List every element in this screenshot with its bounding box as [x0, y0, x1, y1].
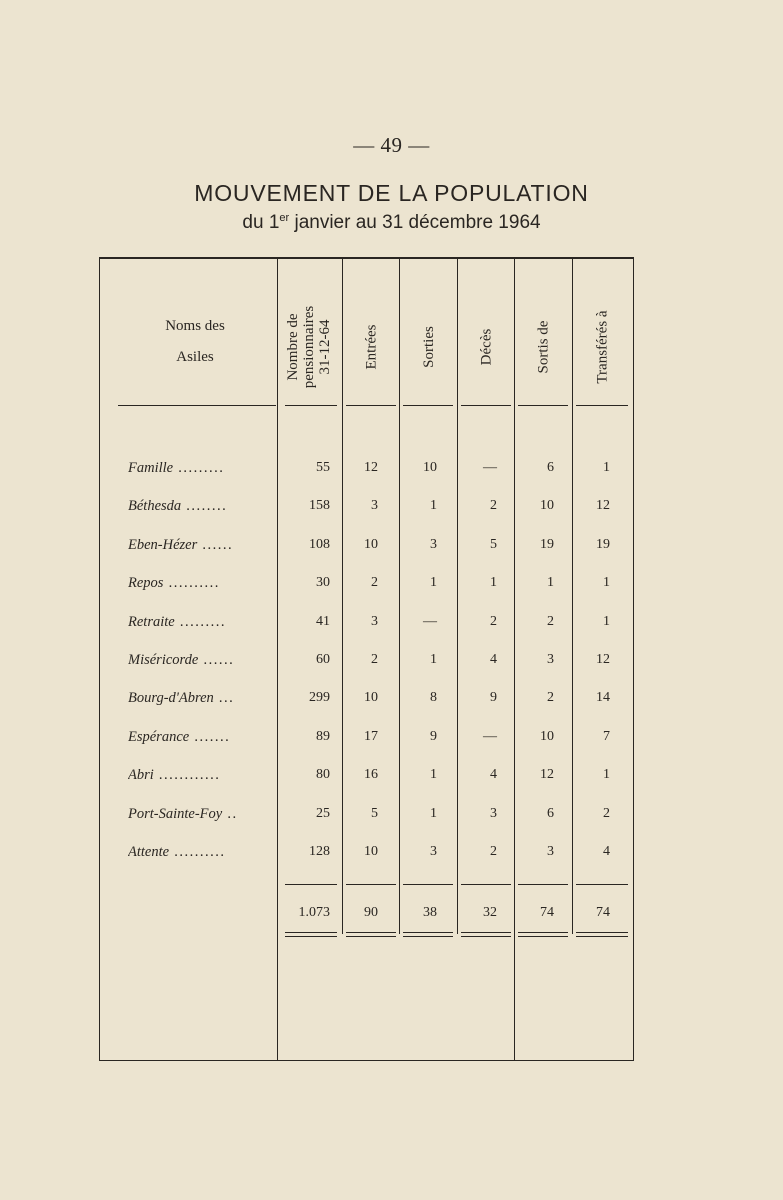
dot-leader: .......... — [163, 575, 220, 592]
table-row — [100, 844, 635, 866]
cell-deces: 9 — [490, 690, 497, 706]
cell-pensionnaires: 108 — [309, 536, 330, 552]
cell-sorties: — — [423, 613, 437, 629]
asile-name-text: Abri — [128, 767, 154, 784]
total-sorties: 38 — [423, 905, 437, 920]
table-row — [100, 767, 635, 789]
cell-transferes: 14 — [596, 690, 610, 706]
population-table — [99, 257, 634, 1061]
dot-leader: ............ — [153, 767, 221, 784]
col-header-label: Sortis de — [535, 320, 552, 373]
cell-transferes: 4 — [603, 844, 610, 859]
column-header-pensionnaires — [282, 279, 337, 414]
asile-name — [128, 498, 276, 515]
cell-sortis-de: 6 — [547, 805, 554, 821]
asile-name-text: Retraite — [128, 613, 175, 630]
names-header-line1: Noms des — [165, 318, 225, 334]
table-row — [100, 460, 635, 482]
total-rule — [403, 884, 453, 885]
column-header-transferes — [574, 279, 632, 414]
cell-entrees: 10 — [364, 536, 378, 552]
cell-sorties: 3 — [430, 536, 437, 552]
subtitle-pre: du 1 — [242, 212, 280, 233]
asile-name-text: Eben-Hézer — [128, 536, 198, 553]
cell-pensionnaires: 89 — [316, 728, 330, 744]
table-row — [100, 806, 635, 828]
table-row — [100, 652, 635, 674]
cell-deces: — — [483, 460, 497, 475]
asile-name-text: Bourg-d'Abren — [128, 690, 214, 707]
asile-name-text: Espérance — [128, 728, 190, 745]
col-header-line2: pensionnaires — [301, 305, 318, 388]
cell-transferes: 12 — [596, 652, 610, 667]
dot-leader: ....... — [189, 728, 231, 745]
col-header-label: Entrées — [363, 324, 380, 369]
asile-name — [128, 729, 276, 746]
cell-sorties: 9 — [430, 728, 437, 744]
asile-name — [128, 575, 276, 592]
cell-entrees: 5 — [371, 805, 378, 821]
cell-transferes: 1 — [603, 767, 610, 783]
cell-deces: 2 — [490, 498, 497, 514]
cell-sortis-de: 3 — [547, 844, 554, 859]
asile-name — [128, 690, 276, 707]
total-rule — [576, 884, 628, 885]
cell-deces: — — [483, 728, 497, 744]
cell-sortis-de: 10 — [540, 498, 554, 514]
names-header-line2: Asiles — [176, 349, 214, 365]
table-row — [100, 575, 635, 597]
table-row — [100, 614, 635, 636]
header-rule — [461, 405, 511, 406]
total-rule — [285, 884, 337, 885]
cell-entrees: 10 — [364, 690, 378, 706]
dot-leader: ........ — [181, 498, 228, 515]
cell-pensionnaires: 55 — [316, 460, 330, 475]
cell-sorties: 1 — [430, 652, 437, 667]
cell-deces: 5 — [490, 536, 497, 552]
totals-row — [100, 905, 635, 927]
asile-name-text: Attente — [128, 844, 170, 860]
header-rule — [346, 405, 396, 406]
cell-entrees: 16 — [364, 767, 378, 783]
cell-sorties: 1 — [430, 498, 437, 514]
header-rule — [403, 405, 453, 406]
cell-pensionnaires: 299 — [309, 690, 330, 706]
cell-sorties: 1 — [430, 805, 437, 821]
total-sortis-de: 74 — [540, 905, 554, 920]
col-header-line1: Nombre de — [285, 312, 302, 381]
cell-sorties: 3 — [430, 844, 437, 859]
cell-sortis-de: 3 — [547, 652, 554, 667]
cell-sortis-de: 2 — [547, 690, 554, 706]
cell-transferes: 1 — [603, 613, 610, 629]
total-transferes: 74 — [596, 905, 610, 920]
table-row — [100, 690, 635, 712]
total-double-rule — [346, 932, 396, 937]
asile-name-text: Famille — [128, 460, 174, 476]
asile-name — [128, 537, 276, 554]
asile-name — [128, 652, 276, 669]
asile-name — [128, 806, 276, 823]
cell-transferes: 2 — [603, 805, 610, 821]
cell-sortis-de: 19 — [540, 536, 554, 552]
subtitle-sup: er — [279, 212, 290, 224]
total-rule — [346, 884, 396, 885]
total-double-rule — [285, 932, 337, 937]
cell-sortis-de: 12 — [540, 767, 554, 783]
cell-transferes: 1 — [603, 575, 610, 591]
dot-leader: ...... — [197, 536, 234, 553]
column-header-sorties — [401, 279, 456, 414]
cell-sortis-de: 6 — [547, 460, 554, 475]
dot-leader: ... — [213, 690, 235, 707]
page-subtitle — [0, 212, 783, 234]
cell-transferes: 19 — [596, 536, 610, 552]
cell-pensionnaires: 80 — [316, 767, 330, 783]
asile-name — [128, 767, 276, 784]
column-header-entrees — [344, 279, 399, 414]
asile-name — [128, 844, 276, 861]
dot-leader: .. — [222, 805, 238, 822]
cell-pensionnaires: 41 — [316, 613, 330, 629]
header-rule — [576, 405, 628, 406]
cell-deces: 1 — [490, 575, 497, 591]
cell-deces: 4 — [490, 652, 497, 667]
asile-name-text: Repos — [128, 575, 164, 592]
column-header-deces — [459, 279, 514, 414]
header-rule — [518, 405, 568, 406]
cell-sorties: 1 — [430, 575, 437, 591]
column-header-sortis-de — [516, 279, 571, 414]
cell-transferes: 7 — [603, 728, 610, 744]
cell-entrees: 2 — [371, 575, 378, 591]
total-entrees: 90 — [364, 905, 378, 920]
cell-sorties: 8 — [430, 690, 437, 706]
dot-leader: ......... — [174, 613, 226, 630]
names-header — [120, 311, 270, 373]
asile-name-text: Béthesda — [128, 498, 182, 515]
page-title: MOUVEMENT DE LA POPULATION — [194, 180, 589, 206]
cell-deces: 2 — [490, 613, 497, 629]
dot-leader: .......... — [169, 844, 226, 860]
cell-pensionnaires: 30 — [316, 575, 330, 591]
col-header-line3: 31-12-64 — [317, 319, 334, 375]
dot-leader: ......... — [173, 460, 225, 476]
total-deces: 32 — [483, 905, 497, 920]
cell-deces: 3 — [490, 805, 497, 821]
cell-entrees: 3 — [371, 613, 378, 629]
asile-name — [128, 460, 276, 477]
asile-name-text: Port-Sainte-Foy — [128, 805, 223, 822]
cell-entrees: 17 — [364, 728, 378, 744]
cell-sortis-de: 10 — [540, 728, 554, 744]
cell-entrees: 10 — [364, 844, 378, 859]
asile-name — [128, 614, 276, 631]
cell-entrees: 12 — [364, 460, 378, 475]
total-double-rule — [461, 932, 511, 937]
col-header-label: Sorties — [420, 325, 437, 368]
cell-pensionnaires: 60 — [316, 652, 330, 667]
total-pensionnaires: 1.073 — [298, 905, 330, 920]
header-rule — [118, 405, 276, 406]
total-double-rule — [576, 932, 628, 937]
cell-deces: 2 — [490, 844, 497, 859]
cell-entrees: 3 — [371, 498, 378, 514]
subtitle-post: janvier au 31 décembre 1964 — [289, 212, 541, 233]
total-double-rule — [518, 932, 568, 937]
cell-entrees: 2 — [371, 652, 378, 667]
cell-transferes: 1 — [603, 460, 610, 475]
cell-sorties: 1 — [430, 767, 437, 783]
col-header-label: Décès — [478, 328, 495, 365]
cell-pensionnaires: 25 — [316, 805, 330, 821]
table-row — [100, 498, 635, 520]
dot-leader: ...... — [198, 652, 235, 668]
cell-sorties: 10 — [423, 460, 437, 475]
cell-sortis-de: 1 — [547, 575, 554, 591]
cell-pensionnaires: 128 — [309, 844, 330, 859]
header-rule — [285, 405, 337, 406]
table-row — [100, 729, 635, 751]
asile-name-text: Miséricorde — [128, 652, 199, 668]
page-number: — 49 — — [353, 133, 430, 157]
col-header-label: Transférés à — [595, 309, 611, 384]
total-double-rule — [403, 932, 453, 937]
cell-deces: 4 — [490, 767, 497, 783]
cell-transferes: 12 — [596, 498, 610, 514]
total-rule — [518, 884, 568, 885]
cell-pensionnaires: 158 — [309, 498, 330, 514]
cell-sortis-de: 2 — [547, 613, 554, 629]
total-rule — [461, 884, 511, 885]
table-row — [100, 537, 635, 559]
